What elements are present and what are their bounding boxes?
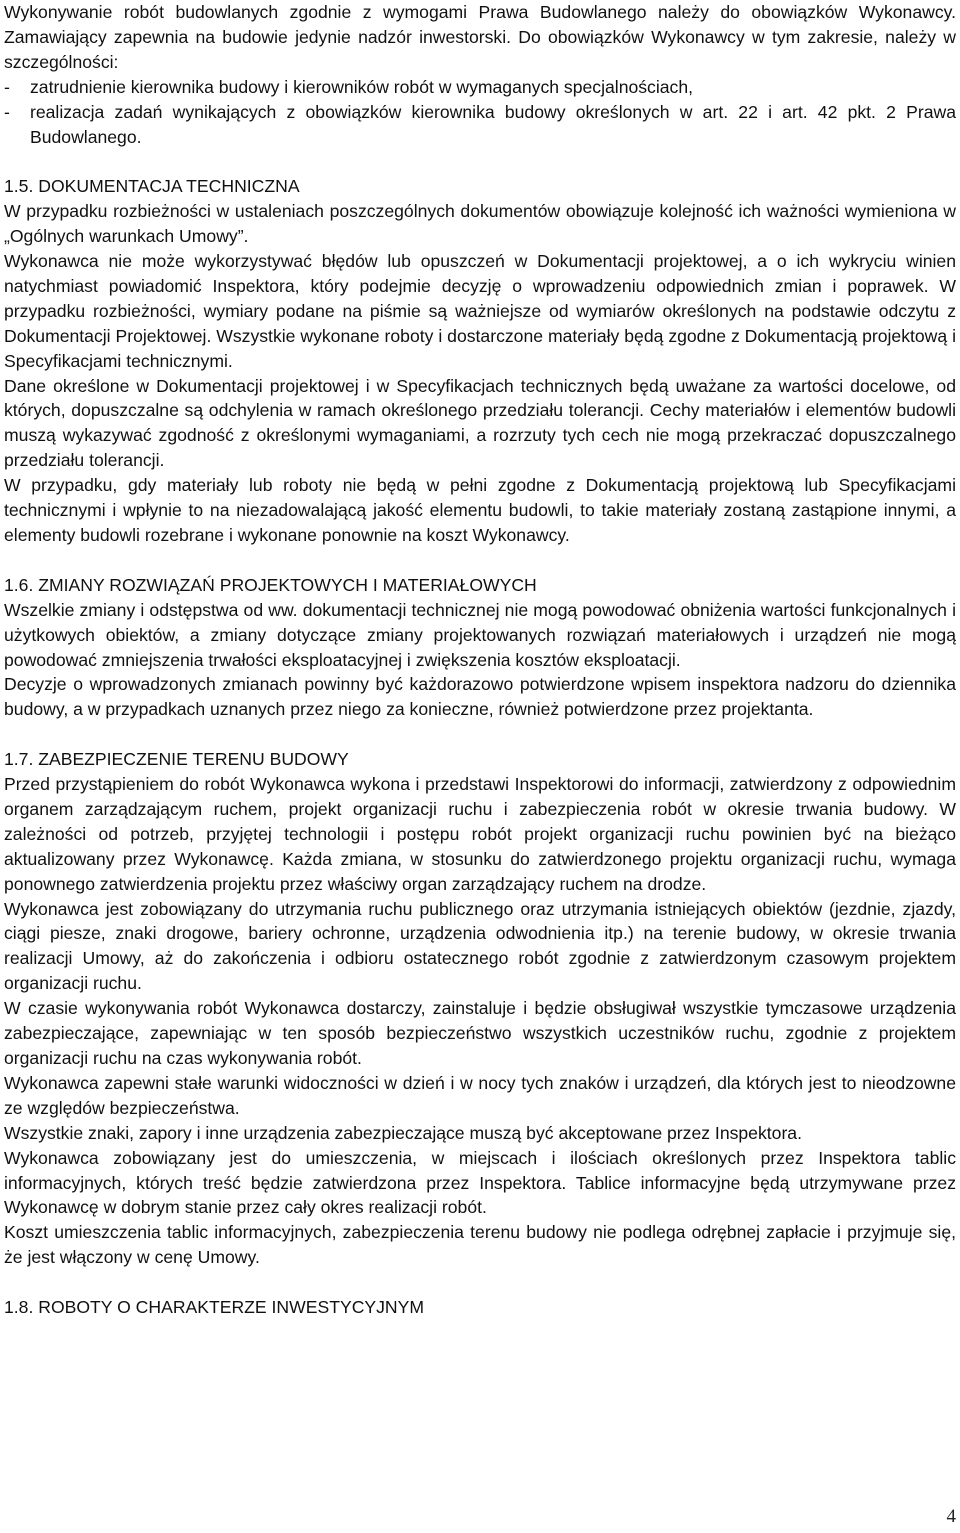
dash-marker: - — [4, 76, 10, 97]
list-item — [4, 75, 956, 100]
paragraph: Przed przystąpieniem do robót Wykonawca wykona i przedstawi Inspektorowi do informacji, zatwierdzony z odpowiednim organem zarządzającym ruchem, projekt organizacji ruchu i zabezpieczenia robót w okresie trwania budowy. W zależności od potrzeb, przyjętej technologii i postępu robót projekt organizacji ruchu powinien być na bieżąco aktualizowany przez Wykonawcę. Każda zmiana, w stosunku do zatwierdzonego projektu organizacji ruchu, wymaga ponownego zatwierdzenia projektu przez właściwy organ zarządzający ruchem na drodze. — [4, 774, 956, 894]
document-page — [4, 0, 956, 1320]
list-item-text: zatrudnienie kierownika budowy i kierowników robót w wymaganych specjalnościach, — [30, 76, 694, 97]
spacer — [4, 548, 956, 573]
paragraph: W przypadku rozbieżności w ustaleniach poszczególnych dokumentów obowiązuje kolejność ich ważności wymieniona w „Ogólnych warunkach Umowy”. — [4, 201, 956, 247]
paragraph: Wszystkie znaki, zapory i inne urządzenia zabezpieczające muszą być akceptowane przez Inspektora. — [4, 1122, 802, 1143]
spacer — [4, 149, 956, 174]
paragraph: Wszelkie zmiany i odstępstwa od ww. dokumentacji technicznej nie mogą powodować obniżenia wartości funkcjonalnych i użytkowych obiektów, a zmiany dotyczące zmiany projektowanych rozwiązań materiałowych i urządzeń nie mogą powodować zmniejszenia trwałości eksploatacyjnej i zwiększenia kosztów eksploatacji. — [4, 599, 956, 670]
intro-paragraph: Wykonywanie robót budowlanych zgodnie z wymogami Prawa Budowlanego należy do obowiązków Wykonawcy. Zamawiający zapewnia na budowie jedynie nadzór inwestorski. Do obowiązków Wykonawcy w tym zakresie, należy w szczególności: — [4, 2, 956, 72]
paragraph: Wykonawca zapewni stałe warunki widoczności w dzień i w nocy tych znaków i urządzeń, dla których jest to nieodzowne ze względów bezpieczeństwa. — [4, 1072, 956, 1118]
list-item — [4, 100, 956, 150]
section-heading-1-7: 1.7. ZABEZPIECZENIE TERENU BUDOWY — [4, 749, 349, 770]
paragraph: Wykonawca nie może wykorzystywać błędów lub opuszczeń w Dokumentacji projektowej, a o ich wykryciu winien natychmiast powiadomić Inspektora, który podejmie decyzję o wprowadzeniu odpowiednich zmian i poprawek. W przypadku rozbieżności, wymiary podane na piśmie są ważniejsze od wymiarów określonych na podstawie odczytu z Dokumentacji Projektowej. Wszystkie wykonane roboty i dostarczone materiały będą zgodne z Dokumentacją projektową i Specyfikacjami technicznymi. — [4, 251, 956, 371]
paragraph: Koszt umieszczenia tablic informacyjnych, zabezpieczenia terenu budowy nie podlega odrębnej zapłacie i przyjmuje się, że jest włączony w cenę Umowy. — [4, 1222, 956, 1268]
paragraph: W czasie wykonywania robót Wykonawca dostarczy, zainstaluje i będzie obsługiwał wszystkie tymczasowe urządzenia zabezpieczające, zapewniając w ten sposób bezpieczeństwo wszystkich uczestników ruchu, zgodnie z projektem organizacji ruchu na czas wykonywania robót. — [4, 998, 956, 1069]
section-heading-1-5: 1.5. DOKUMENTACJA TECHNICZNA — [4, 176, 300, 197]
spacer — [4, 1270, 956, 1295]
dash-marker: - — [4, 101, 10, 122]
paragraph: Decyzje o wprowadzonych zmianach powinny być każdorazowo potwierdzone wpisem inspektora nadzoru do dziennika budowy, a w przypadkach uznanych przez niego za konieczne, również potwierdzone przez projektanta. — [4, 674, 956, 720]
paragraph: W przypadku, gdy materiały lub roboty nie będą w pełni zgodne z Dokumentacją projektową lub Specyfikacjami technicznymi i wpłynie to na niezadowalającą jakość elementu budowli, to takie materiały zostaną zastąpione innymi, a elementy budowli rozebrane i wykonane ponownie na koszt Wykonawcy. — [4, 475, 956, 546]
section-heading-1-8: 1.8. ROBOTY O CHARAKTERZE INWESTYCYJNYM — [4, 1297, 425, 1318]
page-number: 4 — [946, 1506, 956, 1527]
list-item-text: realizacja zadań wynikających z obowiązków kierownika budowy określonych w art. 22 i art. 42 pkt. 2 Prawa Budowlanego. — [30, 101, 956, 147]
section-heading-1-6: 1.6. ZMIANY ROZWIĄZAŃ PROJEKTOWYCH I MATERIAŁOWYCH — [4, 574, 537, 595]
paragraph: Dane określone w Dokumentacji projektowej i w Specyfikacjach technicznych będą uważane za wartości docelowe, od których, dopuszczalne są odchylenia w ramach określonego przedziału tolerancji. Cechy materiałów i elementów budowli muszą wykazywać zgodność z określonymi wymaganiami, a rozrzuty tych cech nie mogą przekraczać dopuszczalnego przedziału tolerancji. — [4, 375, 956, 471]
paragraph: Wykonawca jest zobowiązany do utrzymania ruchu publicznego oraz utrzymania istniejących obiektów (jezdnie, zjazdy, ciągi piesze, znaki drogowe, bariery ochronne, urządzenia odwodnienia itp.) na terenie budowy, w okresie trwania realizacji Umowy, aż do zakończenia i odbioru ostatecznego robót zgodnie z zatwierdzonym czasowym projektem organizacji ruchu. — [4, 898, 956, 994]
spacer — [4, 722, 956, 747]
paragraph: Wykonawca zobowiązany jest do umieszczenia, w miejscach i ilościach określonych przez Inspektora tablic informacyjnych, których treść będzie zatwierdzona przez Inspektora. Tablice informacyjne będą utrzymywane przez Wykonawcę w dobrym stanie przez cały okres realizacji robót. — [4, 1147, 956, 1218]
